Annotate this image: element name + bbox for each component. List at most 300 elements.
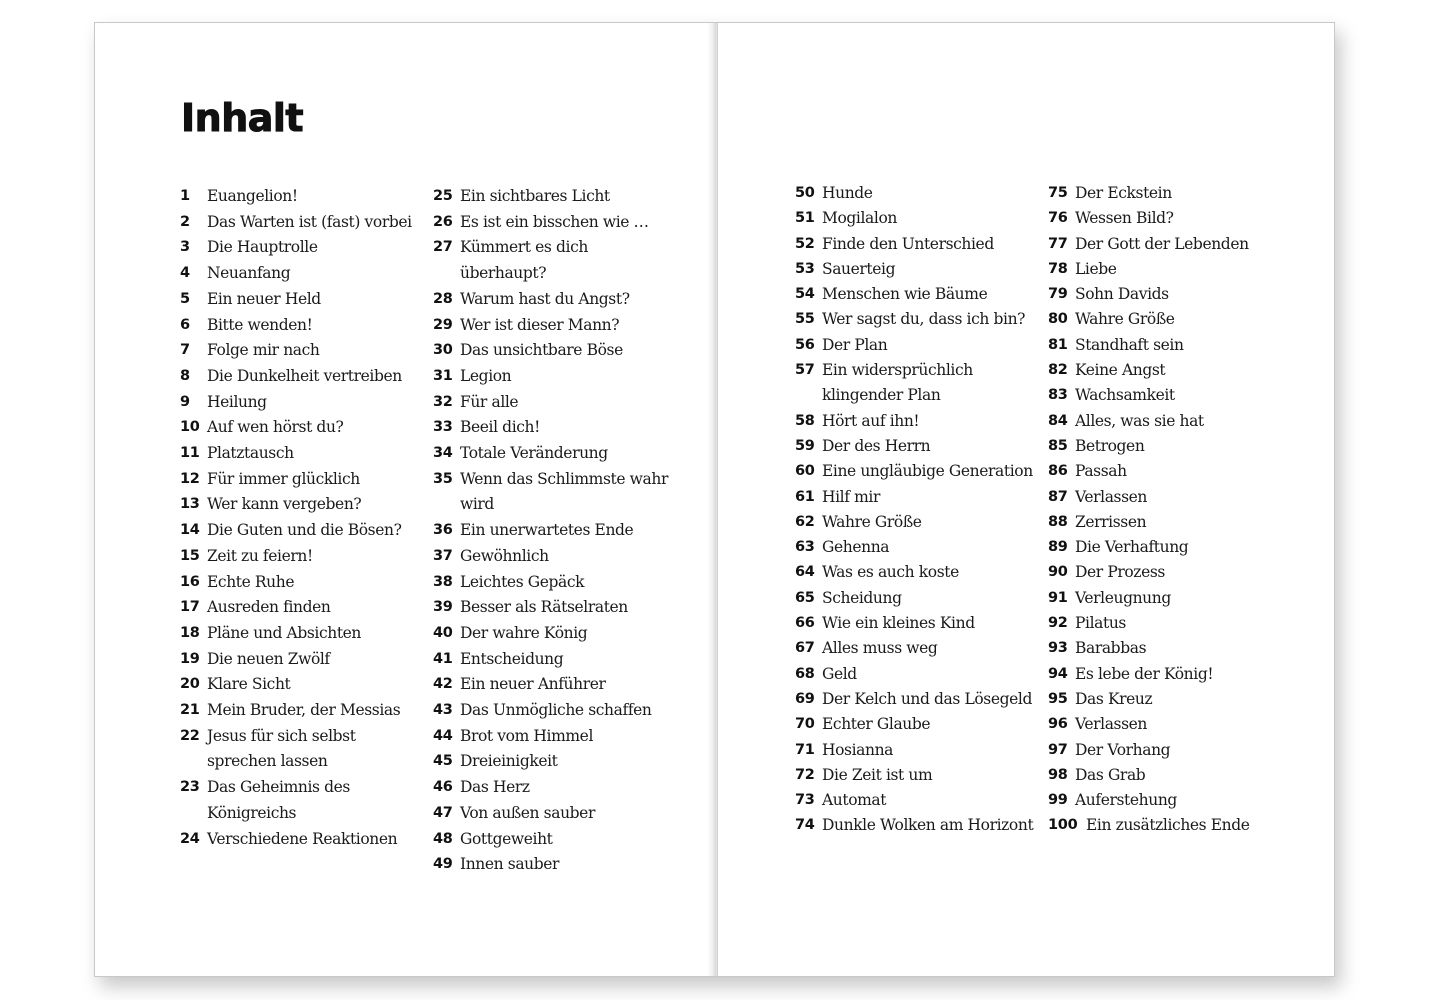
toc-entry-title: Legion [460, 366, 512, 385]
toc-entry-number: 88 [1048, 513, 1068, 530]
toc-entry-number: 32 [433, 393, 453, 410]
toc-entry-title: Kümmert es dich überhaupt? [460, 238, 588, 283]
toc-entry-title: Der wahre König [460, 623, 588, 642]
toc-column-4 [1048, 181, 1288, 839]
toc-entry [180, 492, 420, 518]
toc-entry [795, 535, 1035, 560]
toc-entry-title: Warum hast du Angst? [460, 289, 630, 308]
toc-entry-title: Zerrissen [1075, 512, 1147, 531]
toc-entry-number: 71 [795, 741, 815, 758]
toc-entry [433, 235, 673, 286]
toc-entry [180, 518, 420, 544]
toc-entry-title: Die Guten und die Bösen? [207, 521, 402, 540]
toc-entry-title: Die Zeit ist um [822, 765, 933, 784]
toc-entry-title: Wahre Größe [1075, 310, 1175, 329]
toc-entry [795, 333, 1035, 358]
toc-entry-title: Entscheidung [460, 649, 564, 668]
toc-entry-number: 2 [180, 213, 190, 230]
toc-entry [1048, 636, 1288, 661]
toc-entry-number: 16 [180, 573, 200, 590]
toc-entry-number: 48 [433, 830, 453, 847]
toc-entry [795, 586, 1035, 611]
toc-entry [180, 364, 420, 390]
toc-entry-number: 30 [433, 342, 453, 359]
toc-entry-number: 8 [180, 367, 190, 384]
toc-entry [1048, 687, 1288, 712]
toc-entry-title: Wer ist dieser Mann? [460, 315, 620, 334]
toc-entry [1048, 257, 1288, 282]
toc-entry-title: Der Kelch und das Lösegeld [822, 689, 1033, 708]
toc-entry [1048, 662, 1288, 687]
toc-entry [433, 647, 673, 673]
toc-entry-number: 68 [795, 665, 815, 682]
toc-entry-number: 46 [433, 779, 453, 796]
toc-entry [795, 358, 1035, 409]
book-spread [94, 22, 1335, 977]
toc-entry-title: Der des Herrn [822, 436, 931, 455]
toc-entry [1048, 510, 1288, 535]
toc-entry-title: Echter Glaube [822, 715, 931, 734]
toc-entry-number: 74 [795, 817, 815, 834]
toc-entry [180, 595, 420, 621]
toc-entry-title: Für alle [460, 392, 519, 411]
toc-entry [795, 307, 1035, 332]
toc-entry [433, 415, 673, 441]
toc-entry-title: Wenn das Schlimmste wahr wird [460, 469, 668, 514]
toc-entry-number: 19 [180, 650, 200, 667]
toc-entry-number: 6 [180, 316, 190, 333]
toc-entry [433, 698, 673, 724]
toc-entry [1048, 712, 1288, 737]
toc-entry [180, 621, 420, 647]
toc-entry-number: 100 [1048, 817, 1078, 834]
toc-entry-number: 60 [795, 463, 815, 480]
toc-entry-title: Standhaft sein [1075, 335, 1184, 354]
toc-entry-title: Mein Bruder, der Messias [207, 701, 401, 720]
toc-entry-number: 43 [433, 702, 453, 719]
toc-entry-title: Wachsamkeit [1075, 386, 1175, 405]
toc-entry-number: 1 [180, 188, 190, 204]
toc-entry-title: Verleugnung [1075, 588, 1171, 607]
toc-entry [1048, 611, 1288, 636]
toc-entry-number: 52 [795, 235, 815, 252]
toc-column-1 [180, 184, 420, 852]
toc-entry-number: 70 [795, 716, 815, 733]
toc-entry-number: 37 [433, 547, 453, 564]
toc-entry [433, 724, 673, 750]
toc-entry [795, 257, 1035, 282]
toc-entry-number: 10 [180, 419, 200, 436]
toc-entry-title: Das Unmögliche schaffen [460, 701, 652, 720]
toc-entry-number: 14 [180, 522, 200, 539]
toc-entry [795, 282, 1035, 307]
toc-entry-title: Pilatus [1075, 614, 1126, 633]
toc-entry-title: Das unsichtbare Böse [460, 341, 623, 360]
toc-entry-title: Ein sichtbares Licht [460, 187, 610, 205]
toc-entry-number: 4 [180, 265, 190, 282]
toc-entry-title: Das Geheimnis des Königreichs [207, 778, 350, 822]
toc-entry-title: Auferstehung [1075, 791, 1177, 810]
toc-entry [433, 672, 673, 698]
toc-entry-number: 47 [433, 804, 453, 821]
toc-entry-title: Auf wen hörst du? [207, 418, 344, 437]
toc-entry-number: 38 [433, 573, 453, 590]
toc-entry-title: Von außen sauber [460, 803, 595, 822]
toc-entry-title: Der Gott der Lebenden [1075, 234, 1249, 253]
toc-entry-number: 21 [180, 702, 200, 719]
toc-entry [433, 595, 673, 621]
toc-entry [433, 570, 673, 596]
toc-entry-number: 41 [433, 650, 453, 667]
toc-entry-title: Die neuen Zwölf [207, 649, 330, 668]
toc-entry-title: Es lebe der König! [1075, 664, 1214, 683]
toc-entry-number: 79 [1048, 286, 1068, 303]
toc-entry-number: 96 [1048, 716, 1068, 733]
toc-entry-title: Was es auch koste [822, 563, 959, 582]
toc-entry [433, 338, 673, 364]
toc-entry-title: Wie ein kleines Kind [822, 614, 975, 633]
toc-entry-number: 36 [433, 522, 453, 539]
toc-entry [1048, 333, 1288, 358]
toc-entry [433, 313, 673, 339]
toc-entry-number: 91 [1048, 589, 1068, 606]
toc-entry [180, 570, 420, 596]
toc-entry-number: 77 [1048, 235, 1068, 252]
toc-entry-title: Sauerteig [822, 259, 896, 278]
toc-entry-title: Euangelion! [207, 187, 298, 205]
toc-entry-title: Das Herz [460, 778, 530, 797]
toc-entry-title: Echte Ruhe [207, 572, 295, 591]
toc-entry-number: 63 [795, 539, 815, 556]
toc-entry [1048, 206, 1288, 231]
toc-entry-title: Alles, was sie hat [1075, 411, 1204, 430]
toc-entry-number: 9 [180, 393, 190, 410]
toc-entry-title: Beeil dich! [460, 418, 540, 437]
toc-entry-title: Gehenna [822, 538, 890, 557]
toc-entry-number: 92 [1048, 615, 1068, 632]
toc-entry-number: 25 [433, 188, 453, 204]
toc-entry [180, 338, 420, 364]
toc-entry-title: Automat [822, 791, 887, 810]
toc-entry-title: Barabbas [1075, 639, 1147, 658]
toc-entry-number: 72 [795, 766, 815, 783]
toc-entry [795, 788, 1035, 813]
toc-entry-number: 69 [795, 690, 815, 707]
toc-entry [1048, 409, 1288, 434]
toc-entry-number: 45 [433, 753, 453, 770]
toc-entry [795, 662, 1035, 687]
toc-entry [180, 698, 420, 724]
toc-entry-title: Keine Angst [1075, 361, 1166, 380]
toc-entry-title: Hunde [822, 184, 873, 202]
toc-entry-number: 24 [180, 830, 200, 847]
toc-entry [1048, 738, 1288, 763]
toc-entry [433, 467, 673, 518]
toc-entry-number: 20 [180, 676, 200, 693]
toc-entry-number: 22 [180, 727, 200, 744]
toc-entry-number: 13 [180, 496, 200, 513]
toc-entry-number: 5 [180, 290, 190, 307]
toc-entry [795, 232, 1035, 257]
toc-entry [433, 518, 673, 544]
toc-entry [795, 206, 1035, 231]
toc-entry-number: 31 [433, 367, 453, 384]
toc-entry [180, 415, 420, 441]
toc-entry-number: 55 [795, 311, 815, 328]
toc-entry [433, 749, 673, 775]
toc-entry-title: Dunkle Wolken am Horizont [822, 816, 1034, 835]
toc-entry [180, 544, 420, 570]
toc-entry [433, 364, 673, 390]
toc-entry-number: 44 [433, 727, 453, 744]
toc-entry-title: Menschen wie Bäume [822, 285, 988, 304]
toc-entry-title: Alles muss weg [822, 639, 938, 658]
toc-entry-number: 66 [795, 615, 815, 632]
toc-entry [180, 467, 420, 493]
toc-entry-title: Brot vom Himmel [460, 726, 594, 745]
toc-entry [433, 801, 673, 827]
toc-entry [1048, 459, 1288, 484]
toc-entry [795, 459, 1035, 484]
toc-entry-title: Für immer glücklich [207, 469, 360, 488]
toc-entry [1048, 232, 1288, 257]
toc-entry-number: 75 [1048, 185, 1068, 201]
toc-entry-number: 40 [433, 624, 453, 641]
toc-entry-number: 81 [1048, 336, 1068, 353]
toc-entry-title: Gottgeweiht [460, 829, 553, 848]
toc-entry [180, 210, 420, 236]
toc-entry [180, 261, 420, 287]
toc-entry-number: 86 [1048, 463, 1068, 480]
toc-entry-title: Der Plan [822, 335, 888, 354]
toc-entry-title: Die Verhaftung [1075, 538, 1189, 557]
toc-entry [795, 560, 1035, 585]
toc-entry-number: 87 [1048, 488, 1068, 505]
toc-entry [433, 184, 673, 210]
toc-entry [1048, 485, 1288, 510]
toc-entry-title: Eine ungläubige Generation [822, 462, 1033, 481]
toc-entry [795, 611, 1035, 636]
toc-entry-number: 59 [795, 437, 815, 454]
toc-entry [1048, 813, 1288, 838]
toc-entry-number: 3 [180, 239, 190, 256]
toc-entry-number: 57 [795, 362, 815, 379]
toc-entry [1048, 434, 1288, 459]
toc-entry-number: 34 [433, 445, 453, 462]
toc-entry-number: 28 [433, 290, 453, 307]
toc-entry-number: 15 [180, 547, 200, 564]
toc-entry [180, 672, 420, 698]
toc-entry-number: 50 [795, 185, 815, 201]
toc-entry-title: Wahre Größe [822, 512, 922, 531]
toc-entry [795, 687, 1035, 712]
toc-entry [180, 827, 420, 853]
toc-entry [795, 409, 1035, 434]
toc-entry [1048, 535, 1288, 560]
toc-entry-title: Verlassen [1075, 715, 1148, 734]
toc-entry-title: Ein unerwartetes Ende [460, 521, 634, 540]
toc-entry-number: 84 [1048, 412, 1068, 429]
toc-entry-title: Ein zusätzliches Ende [1086, 816, 1250, 835]
toc-entry-title: Folge mir nach [207, 341, 320, 360]
toc-entry [433, 544, 673, 570]
toc-entry-title: Das Grab [1075, 765, 1146, 784]
toc-entry [1048, 763, 1288, 788]
toc-entry-number: 39 [433, 599, 453, 616]
toc-entry [1048, 307, 1288, 332]
toc-entry-number: 82 [1048, 362, 1068, 379]
toc-entry [433, 827, 673, 853]
toc-entry [180, 287, 420, 313]
toc-entry-title: Dreieinigkeit [460, 752, 558, 771]
toc-entry [433, 852, 673, 878]
toc-entry-number: 67 [795, 640, 815, 657]
toc-entry-title: Wer sagst du, dass ich bin? [822, 310, 1026, 329]
toc-entry-number: 99 [1048, 792, 1068, 809]
toc-entry-title: Passah [1075, 462, 1127, 481]
toc-entry [180, 390, 420, 416]
toc-entry-number: 27 [433, 239, 453, 256]
toc-entry [795, 510, 1035, 535]
toc-entry [180, 775, 420, 826]
toc-entry-number: 54 [795, 286, 815, 303]
toc-entry-number: 85 [1048, 437, 1068, 454]
toc-entry-title: Klare Sicht [207, 675, 291, 694]
toc-entry-title: Der Prozess [1075, 563, 1165, 582]
toc-entry-title: Geld [822, 664, 857, 683]
toc-entry [180, 313, 420, 339]
toc-entry-title: Heilung [207, 392, 267, 411]
toc-entry-number: 65 [795, 589, 815, 606]
page-title: Inhalt [181, 96, 304, 140]
toc-entry-title: Ein neuer Anführer [460, 675, 606, 694]
toc-entry-number: 23 [180, 779, 200, 796]
toc-entry-title: Es ist ein bisschen wie … [460, 212, 649, 231]
toc-entry-number: 76 [1048, 210, 1068, 227]
toc-entry-title: Der Vorhang [1075, 740, 1171, 759]
toc-entry-title: Der Eckstein [1075, 184, 1172, 202]
toc-entry-title: Betrogen [1075, 436, 1145, 455]
toc-entry-title: Jesus für sich selbst sprechen lassen [207, 726, 356, 771]
toc-entry [433, 287, 673, 313]
toc-entry-number: 80 [1048, 311, 1068, 328]
toc-entry-title: Das Kreuz [1075, 689, 1153, 708]
toc-entry-title: Sohn Davids [1075, 285, 1169, 304]
toc-entry [795, 763, 1035, 788]
toc-entry [795, 181, 1035, 206]
toc-entry-title: Ausreden finden [207, 598, 331, 617]
toc-entry [1048, 788, 1288, 813]
toc-entry-title: Besser als Rätselraten [460, 598, 628, 617]
toc-entry-title: Hört auf ihn! [822, 411, 920, 430]
toc-entry-number: 62 [795, 513, 815, 530]
toc-column-3 [795, 181, 1035, 839]
toc-entry-number: 53 [795, 260, 815, 277]
toc-entry [1048, 181, 1288, 206]
toc-entry-number: 95 [1048, 690, 1068, 707]
toc-entry [180, 724, 420, 775]
toc-entry-title: Neuanfang [207, 264, 291, 283]
toc-entry-number: 29 [433, 316, 453, 333]
toc-entry-number: 56 [795, 336, 815, 353]
toc-entry [1048, 383, 1288, 408]
toc-entry [1048, 560, 1288, 585]
toc-entry-number: 7 [180, 342, 190, 359]
toc-entry [180, 184, 420, 210]
toc-entry-number: 35 [433, 470, 453, 487]
toc-entry-title: Die Dunkelheit vertreiben [207, 366, 402, 385]
toc-entry [180, 441, 420, 467]
toc-entry-title: Verlassen [1075, 487, 1148, 506]
toc-entry-title: Totale Veränderung [460, 444, 608, 463]
toc-entry-number: 78 [1048, 260, 1068, 277]
toc-entry [433, 621, 673, 647]
toc-entry-number: 89 [1048, 539, 1068, 556]
toc-entry-number: 61 [795, 488, 815, 505]
toc-entry [795, 636, 1035, 661]
toc-entry [1048, 282, 1288, 307]
toc-entry-title: Ein widersprüchlich klingender Plan [822, 361, 973, 405]
toc-entry-title: Gewöhnlich [460, 546, 549, 565]
toc-entry-number: 90 [1048, 564, 1068, 581]
toc-entry-title: Verschiedene Reaktionen [207, 829, 398, 848]
toc-entry-title: Mogilalon [822, 209, 897, 228]
toc-entry-number: 93 [1048, 640, 1068, 657]
toc-entry [180, 647, 420, 673]
toc-entry-number: 97 [1048, 741, 1068, 758]
toc-entry-title: Bitte wenden! [207, 315, 313, 334]
book-gutter [707, 23, 718, 976]
toc-entry-number: 17 [180, 599, 200, 616]
toc-column-2 [433, 184, 673, 878]
toc-entry-title: Liebe [1075, 259, 1117, 278]
toc-entry-number: 94 [1048, 665, 1068, 682]
toc-entry-title: Das Warten ist (fast) vorbei [207, 212, 412, 231]
toc-entry [433, 441, 673, 467]
toc-entry [180, 235, 420, 261]
toc-entry-title: Wessen Bild? [1075, 209, 1174, 228]
toc-entry-title: Zeit zu feiern! [207, 546, 313, 565]
toc-entry-title: Scheidung [822, 588, 902, 607]
toc-entry-title: Leichtes Gepäck [460, 572, 585, 591]
toc-entry [795, 813, 1035, 838]
toc-entry [433, 210, 673, 236]
toc-entry [795, 712, 1035, 737]
toc-entry-title: Hosianna [822, 740, 894, 759]
toc-entry-number: 33 [433, 419, 453, 436]
toc-entry-number: 64 [795, 564, 815, 581]
toc-entry [433, 390, 673, 416]
toc-entry-title: Wer kann vergeben? [207, 495, 362, 514]
toc-entry-title: Ein neuer Held [207, 289, 321, 308]
toc-entry-number: 51 [795, 210, 815, 227]
toc-entry-title: Finde den Unterschied [822, 234, 994, 253]
toc-entry-title: Platztausch [207, 444, 294, 463]
toc-entry-number: 83 [1048, 387, 1068, 404]
toc-entry [795, 434, 1035, 459]
toc-entry [433, 775, 673, 801]
toc-entry [795, 738, 1035, 763]
toc-entry-title: Pläne und Absichten [207, 623, 361, 642]
toc-entry-number: 49 [433, 856, 453, 873]
toc-entry [1048, 358, 1288, 383]
toc-entry-number: 11 [180, 445, 200, 462]
toc-entry-number: 42 [433, 676, 453, 693]
toc-entry-number: 18 [180, 624, 200, 641]
toc-entry [1048, 586, 1288, 611]
toc-entry-number: 12 [180, 470, 200, 487]
toc-entry-title: Hilf mir [822, 487, 880, 506]
